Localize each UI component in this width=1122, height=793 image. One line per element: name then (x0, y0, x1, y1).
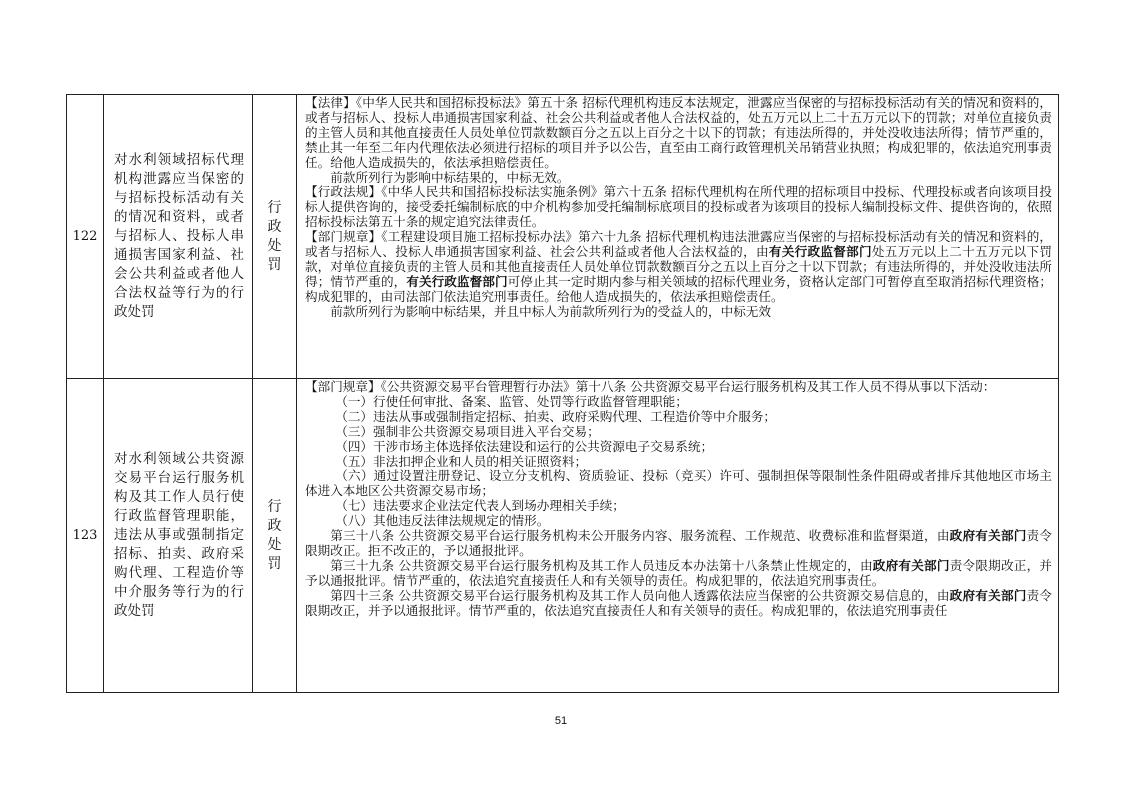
basis-paragraph: 前款所列行为影响中标结果，并且中标人为前款所列行为的受益人的，中标无效 (330, 303, 771, 319)
authority-text: 政府有关部门 (949, 587, 1027, 603)
type-char: 政 (267, 218, 282, 235)
row-number: 123 (67, 379, 104, 693)
type-char: 罚 (267, 555, 282, 572)
basis-text: 责令限期改正。拒不改正的，予以通报批评。 (305, 528, 1053, 558)
item-name: 对水利领域公共资源交易平台运行服务机构及其工作人员行使行政监督管理职能，违法从事或强制指定招标、拍卖、政府采购代理、工程造价等中介服务等行为的行政处罚 (104, 379, 253, 693)
authority-text: 政府有关部门 (872, 557, 950, 573)
basis-list-item: （六）通过设置注册登记、设立分支机构、资质验证、投标（竞买）许可、强制担保等限制性条件阻碍或者排斥其他地区市场主体进入本地区公共资源交易市场； (305, 468, 1052, 499)
basis-paragraph (305, 559, 1052, 589)
legal-basis (297, 379, 1059, 693)
basis-list-item: （八）其他违反法律法规规定的情形。 (335, 513, 550, 529)
type-char: 处 (267, 237, 282, 254)
type-char: 罚 (267, 256, 282, 273)
basis-text: 第三十九条 公共资源交易平台运行服务机构及其工作人员违反本办法第十八条禁止性规定的，由 (330, 557, 873, 573)
authority-text: 有关行政监督部门 (406, 273, 508, 289)
basis-text: 可停止其一定时期内参与相关领域的招标代理业务，资格认定部门可暂停直至取消招标代理资格；构成犯罪的，由司法部门依法追究刑事责任。给他人造成损失的，依法承担赔偿责任。 (305, 273, 1053, 304)
basis-paragraph: 前款所列行为影响中标结果的，中标无效。 (330, 169, 570, 185)
basis-paragraph: 【行政法规】《中华人民共和国招标投标法实施条例》第六十五条 招标代理机构在所代理的招标项目中投标、代理投标或者向该项目投标人提供咨询的，接受委托编制标底的中介机构参加受托编制标底项目的投标或者为该项目的投标人编制投标文件、提供咨询的，依照招标投标法第五十条的规定追究法律责任。 (305, 184, 1052, 230)
basis-list-item: （四）干涉市场主体选择依法建设和运行的公共资源电子交易系统； (335, 438, 714, 454)
type-char: 行 (267, 199, 282, 216)
table-row (67, 379, 1059, 693)
basis-text: 责令限期改正，并予以通报批评。情节严重的，依法追究直接责任人和有关领导的责任。构成犯罪的，依法追究刑事责任。 (305, 557, 1053, 588)
basis-paragraph (305, 230, 1052, 305)
basis-paragraph: 【部门规章】《公共资源交易平台管理暂行办法》第十八条 公共资源交易平台运行服务机构及其工作人员不得从事以下活动： (305, 379, 996, 394)
basis-text: 【部门规章】《工程建设项目施工招标投标办法》第六十九条 招标代理机构违法泄露应当保密的与招标投标活动有关的情况和资料的，或者与招标人、投标人串通损害国家利益、社会公共利益或者他人合法权益的，由 (305, 229, 1052, 260)
basis-list-item: （五）非法扣押企业和人员的相关证照资料； (335, 453, 588, 469)
basis-paragraph (305, 589, 1052, 619)
basis-text: 第三十八条 公共资源交易平台运行服务机构未公开服务内容、服务流程、工作规范、收费标准和监督渠道，由 (330, 528, 950, 544)
basis-list-item: （一）行使任何审批、备案、监管、处罚等行政监督管理职能； (335, 393, 688, 409)
type-char: 处 (267, 536, 282, 553)
item-name: 对水利领域招标代理机构泄露应当保密的与招标投标活动有关的情况和资料，或者与招标人、投标人串通损害国家利益、社会公共利益或者他人合法权益等行为的行政处罚 (104, 95, 253, 379)
legal-basis (297, 95, 1059, 379)
authority-text: 政府有关部门 (949, 528, 1027, 544)
basis-text: 第四十三条 公共资源交易平台运行服务机构及其工作人员向他人透露依法应当保密的公共资源交易信息的，由 (330, 587, 950, 603)
type-char: 政 (267, 517, 282, 534)
basis-text: 处五万元以上二十五万元以下罚款，对单位直接负责的主管人员和其他直接责任人员处单位罚款数额百分之五以上百分之十以下罚款；有违法所得的，并处没收违法所得；情节严重的， (305, 244, 1053, 289)
table-row (67, 95, 1059, 379)
item-type (253, 379, 297, 693)
penalty-table (66, 94, 1059, 693)
basis-list-item: （三）强制非公共资源交易项目进入平台交易； (335, 423, 600, 439)
basis-paragraph (305, 529, 1052, 559)
basis-list-item: （七）违法要求企业法定代表人到场办理相关手续； (335, 498, 625, 514)
row-number: 122 (67, 95, 104, 379)
basis-list-item: （二）违法从事或强制指定招标、拍卖、政府采购代理、工程造价等中介服务； (335, 408, 777, 424)
basis-text: 责令限期改正，并予以通报批评。情节严重的，依法追究直接责任人和有关领导的责任。构成犯罪的，依法追究刑事责任 (305, 587, 1053, 618)
page-number: 51 (554, 715, 568, 727)
type-char: 行 (267, 498, 282, 515)
authority-text: 有关行政监督部门 (768, 244, 872, 260)
basis-paragraph: 【法律】《中华人民共和国招标投标法》第五十条 招标代理机构违反本法规定，泄露应当保密的与招标投标活动有关的情况和资料的，或者与招标人、投标人串通损害国家利益、社会公共利益或者他人合法权益的，处五万元以上二十五万元以下的罚款；对单位直接负责的主管人员和其他直接责任人员处单位罚款数额百分之五以上百分之十以下的罚款；有违法所得的，并处没收违法所得；情节严重的，禁止其一年至二年内代理依法必须进行招标的项目并予以公告，直至由工商行政管理机关吊销营业执照；构成犯罪的，依法追究刑事责任。给他人造成损失的，依法承担赔偿责任。 (305, 95, 1052, 170)
item-type (253, 95, 297, 379)
